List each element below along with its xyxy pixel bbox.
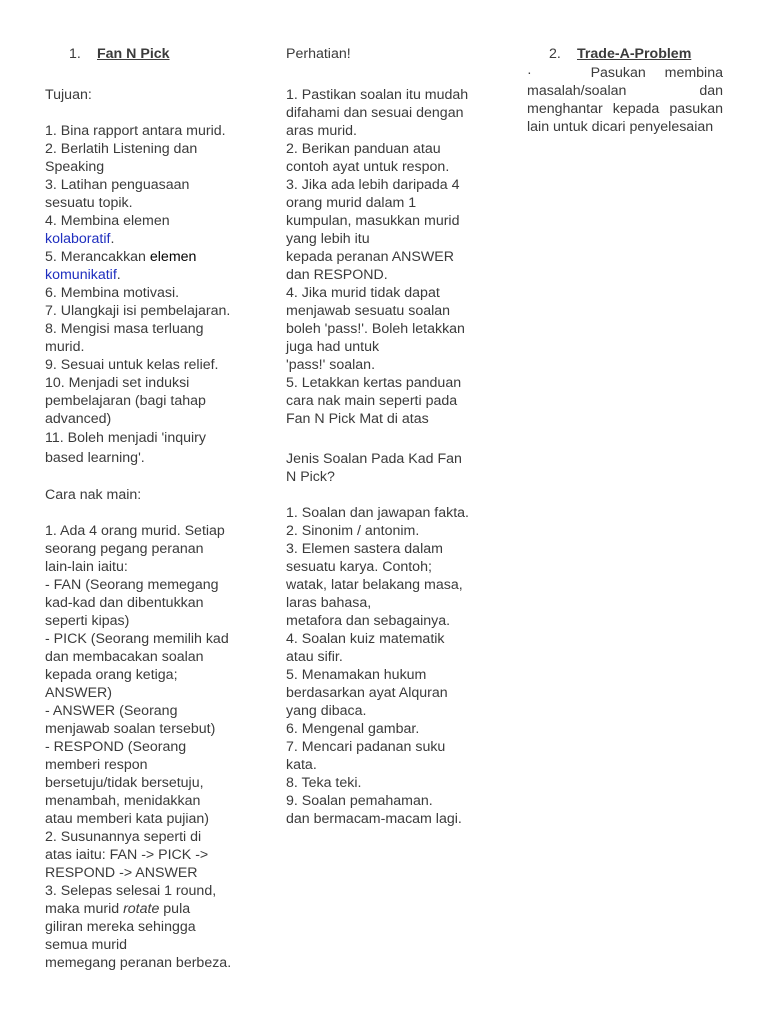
- list-item: maka murid rotate pula: [45, 901, 191, 917]
- list-item: bersetuju/tidak bersetuju,: [45, 775, 204, 791]
- list-item: menjawab sesuatu soalan: [286, 303, 451, 319]
- list-item: menambah, menidakkan: [45, 793, 201, 809]
- list-item: 8. Teka teki.: [286, 775, 362, 791]
- list-item: aras murid.: [286, 123, 357, 139]
- list-item: 9. Soalan pemahaman.: [286, 793, 433, 809]
- list-item: giliran mereka sehingga: [45, 919, 196, 935]
- list-item: pembelajaran (bagi tahap: [45, 393, 206, 409]
- list-item: cara nak main seperti pada: [286, 393, 458, 409]
- list-item: 4. Membina elemen: [45, 213, 170, 229]
- list-item: Fan N Pick Mat di atas: [286, 411, 429, 427]
- list-item: atau memberi kata pujian): [45, 811, 210, 827]
- rotate-word: rotate: [123, 901, 160, 917]
- list-item: - PICK (Seorang memilih kad: [45, 631, 229, 647]
- perhatian-list: [286, 86, 496, 428]
- list-item: 4. Soalan kuiz matematik: [286, 631, 445, 647]
- list-item: 7. Ulangkaji isi pembelajaran.: [45, 303, 231, 319]
- list-item: 1. Bina rapport antara murid.: [45, 123, 226, 139]
- list-item: kumpulan, masukkan murid: [286, 213, 460, 229]
- list-item: 1. Soalan dan jawapan fakta.: [286, 505, 469, 521]
- list-item: orang murid dalam 1: [286, 195, 417, 211]
- list-item: 11. Boleh menjadi 'inquiry: [45, 430, 206, 446]
- list-item: kad-kad dan dibentukkan: [45, 595, 204, 611]
- list-item: menjawab soalan tersebut): [45, 721, 216, 737]
- list-item: kepada orang ketiga;: [45, 667, 178, 683]
- list-item: yang dibaca.: [286, 703, 367, 719]
- list-item: 2. Sinonim / antonim.: [286, 523, 420, 539]
- list-item: yang lebih itu: [286, 231, 370, 247]
- list-item: seorang pegang peranan: [45, 541, 204, 557]
- list-item: sesuatu karya. Contoh;: [286, 559, 432, 575]
- jenis-soalan-heading: Jenis Soalan Pada Kad Fan N Pick?: [286, 451, 462, 485]
- list-item: komunikatif.: [45, 267, 121, 283]
- list-item: atau sifir.: [286, 649, 343, 665]
- list-item: 5. Menamakan hukum: [286, 667, 427, 683]
- list-item: Speaking: [45, 159, 105, 175]
- column-perhatian: [286, 44, 496, 828]
- list-item: 2. Susunannya seperti di: [45, 829, 202, 845]
- paragraph-text: Pasukan membina masalah/soalan dan menghantar kepada pasukan lain untuk dicari penyelesaian: [527, 65, 723, 135]
- list-item: semua murid: [45, 937, 128, 953]
- list-item: boleh 'pass!'. Boleh letakkan: [286, 321, 465, 337]
- section-heading-trade-a-problem: [527, 44, 723, 64]
- list-item: ANSWER): [45, 685, 112, 701]
- list-item: 10. Menjadi set induksi: [45, 375, 190, 391]
- list-item: 9. Sesuai untuk kelas relief.: [45, 357, 219, 373]
- list-item: 2. Berlatih Listening dan: [45, 141, 198, 157]
- list-item: laras bahasa,: [286, 595, 372, 611]
- list-item: 6. Mengenal gambar.: [286, 721, 420, 737]
- heading-title: Fan N Pick: [97, 46, 170, 62]
- list-item: based learning'.: [45, 450, 145, 466]
- list-item: 5. Merancakkan elemen: [45, 249, 197, 265]
- bullet-glyph: ·: [527, 65, 532, 81]
- list-item: lain-lain iaitu:: [45, 559, 128, 575]
- cara-label: Cara nak main:: [45, 487, 142, 503]
- list-item: 4. Jika murid tidak dapat: [286, 285, 440, 301]
- kolaboratif-link: kolaboratif: [45, 231, 111, 247]
- list-item: 'pass!' soalan.: [286, 357, 376, 373]
- cara-list: [45, 522, 260, 972]
- list-item: advanced): [45, 411, 112, 427]
- list-item: 6. Membina motivasi.: [45, 285, 180, 301]
- list-item: difahami dan sesuai dengan: [286, 105, 464, 121]
- list-item: kepada peranan ANSWER: [286, 249, 454, 265]
- list-item: sesuatu topik.: [45, 195, 133, 211]
- heading-title: Trade-A-Problem: [577, 46, 692, 62]
- heading-number: 2.: [549, 46, 561, 62]
- column-fan-n-pick: [45, 44, 260, 972]
- list-item: kata.: [286, 757, 317, 773]
- list-item: - RESPOND (Seorang: [45, 739, 187, 755]
- list-item: memegang peranan berbeza.: [45, 955, 232, 971]
- list-item: dan bermacam-macam lagi.: [286, 811, 462, 827]
- list-item: RESPOND -> ANSWER: [45, 865, 198, 881]
- list-item: juga had untuk: [286, 339, 380, 355]
- list-item: 3. Latihan penguasaan: [45, 177, 190, 193]
- list-item: - ANSWER (Seorang: [45, 703, 178, 719]
- list-item: contoh ayat untuk respon.: [286, 159, 450, 175]
- list-item: 8. Mengisi masa terluang: [45, 321, 204, 337]
- komunikatif-link: komunikatif: [45, 267, 117, 283]
- list-item: 3. Jika ada lebih daripada 4: [286, 177, 460, 193]
- column-trade-a-problem: [527, 44, 723, 136]
- list-item: 3. Selepas selesai 1 round,: [45, 883, 217, 899]
- list-item: dan RESPOND.: [286, 267, 388, 283]
- jenis-soalan-list: [286, 504, 496, 828]
- list-item: 3. Elemen sastera dalam: [286, 541, 443, 557]
- tujuan-label: Tujuan:: [45, 87, 92, 103]
- list-item: murid.: [45, 339, 85, 355]
- list-item: dan membacakan soalan: [45, 649, 204, 665]
- perhatian-label: Perhatian!: [286, 46, 351, 62]
- list-item: atas iaitu: FAN -> PICK ->: [45, 847, 209, 863]
- list-item: 2. Berikan panduan atau: [286, 141, 441, 157]
- section-heading-fan-n-pick: [45, 44, 260, 64]
- list-item: metafora dan sebagainya.: [286, 613, 451, 629]
- list-item: - FAN (Seorang memegang: [45, 577, 219, 593]
- tujuan-list: [45, 122, 260, 468]
- list-item: 5. Letakkan kertas panduan: [286, 375, 462, 391]
- list-item: kolaboratif.: [45, 231, 115, 247]
- heading-number: 1.: [69, 46, 81, 62]
- list-item: 7. Mencari padanan suku: [286, 739, 446, 755]
- list-item: watak, latar belakang masa,: [286, 577, 463, 593]
- list-item: 1. Pastikan soalan itu mudah: [286, 87, 469, 103]
- list-item: memberi respon: [45, 757, 148, 773]
- list-item: 1. Ada 4 orang murid. Setiap: [45, 523, 225, 539]
- trade-a-problem-paragraph: [527, 64, 723, 136]
- list-item: seperti kipas): [45, 613, 130, 629]
- list-item: berdasarkan ayat Alquran: [286, 685, 448, 701]
